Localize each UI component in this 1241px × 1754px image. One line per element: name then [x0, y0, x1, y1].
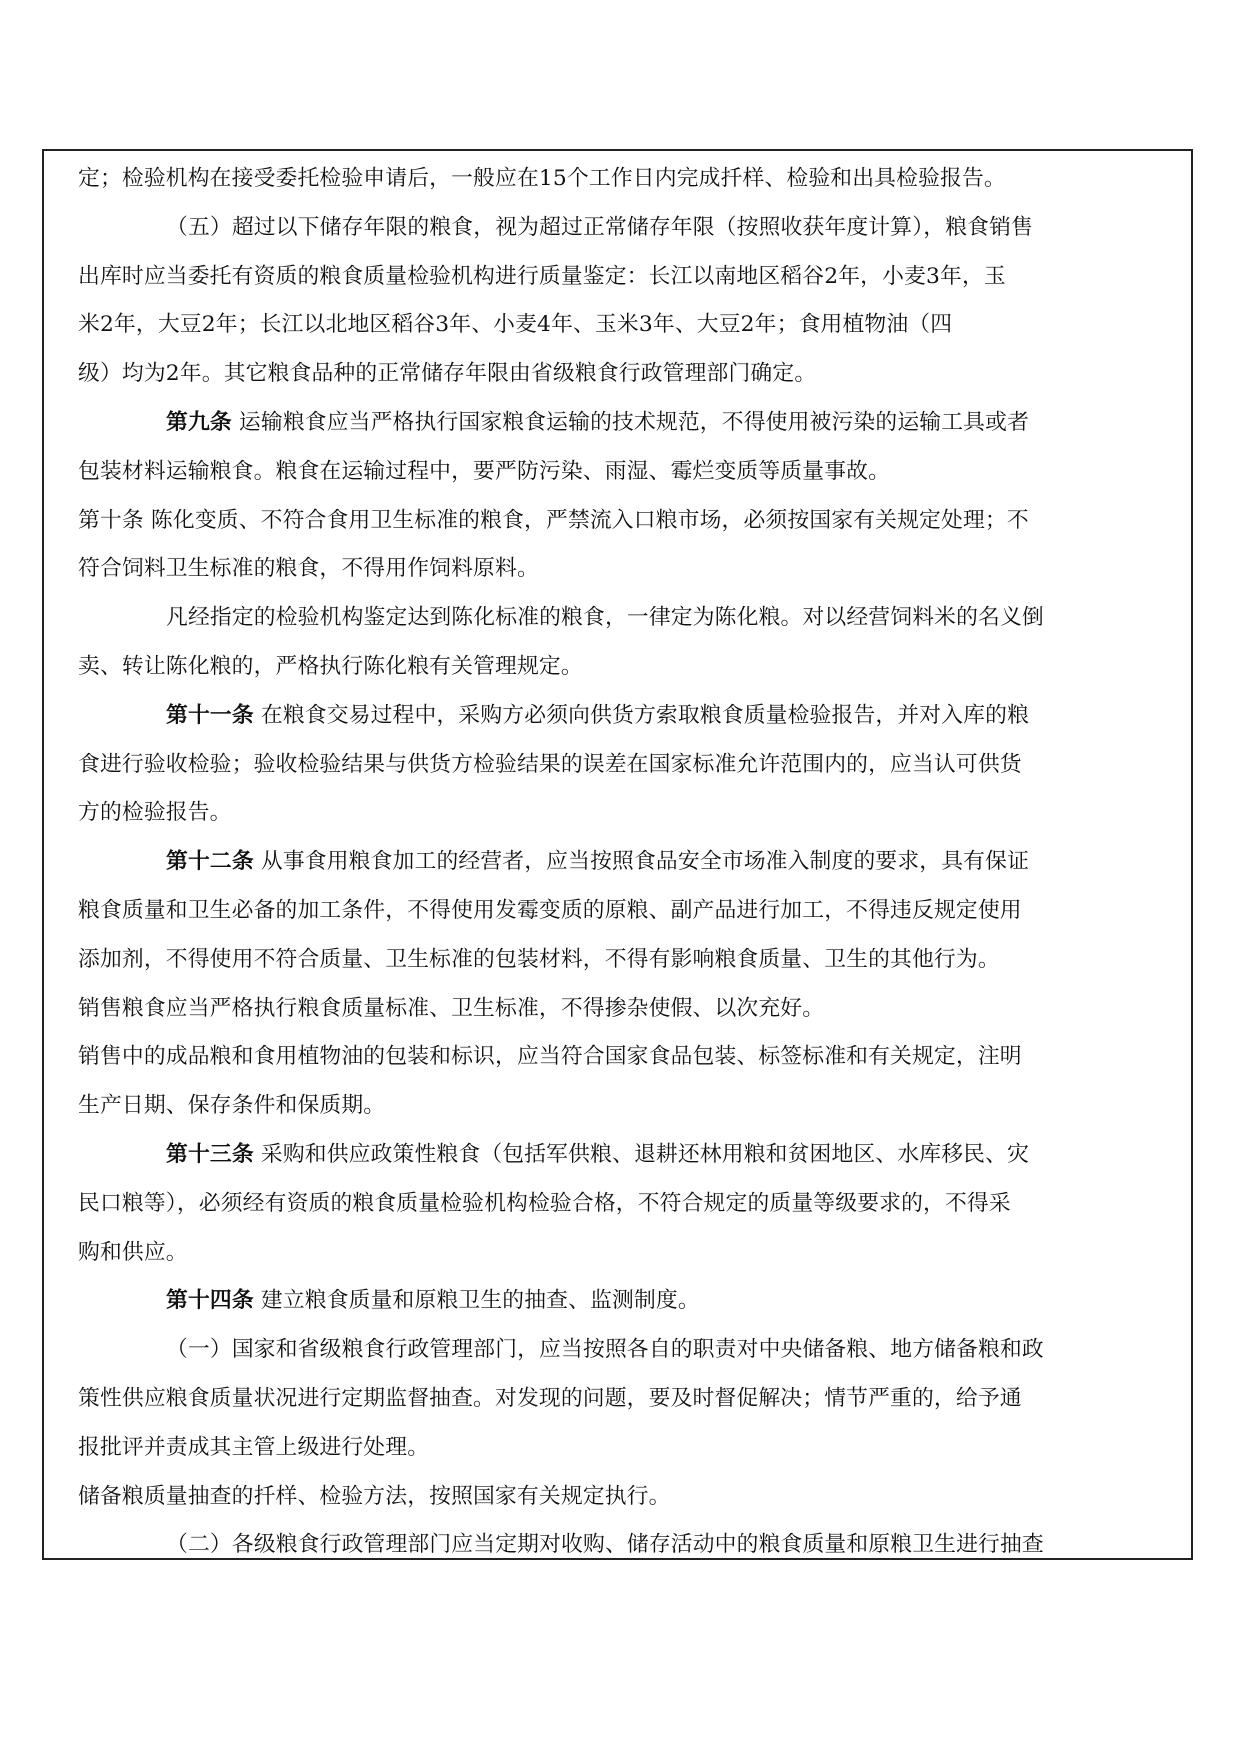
line-text: 出库时应当委托有资质的粮食质量检验机构进行质量鉴定：长江以南地区稻谷2年，小麦3年，玉	[78, 263, 1006, 289]
text-line	[78, 1424, 1178, 1473]
text-line	[78, 1326, 1178, 1375]
text-line	[78, 448, 1178, 497]
line-text: 粮食质量和卫生必备的加工条件，不得使用发霉变质的原粮、副产品进行加工，不得违反规定使用	[78, 897, 1022, 923]
line-text: 建立粮食质量和原粮卫生的抽查、监测制度。	[253, 1288, 700, 1314]
line-text: 策性供应粮食质量状况进行定期监督抽查。对发现的问题，要及时督促解决；情节严重的，给予通	[78, 1385, 1022, 1411]
text-line	[78, 887, 1178, 936]
text-line	[78, 497, 1178, 546]
line-text: 卖、转让陈化粮的，严格执行陈化粮有关管理规定。	[78, 653, 583, 679]
text-line	[78, 1375, 1178, 1424]
text-line	[78, 1082, 1178, 1131]
text-line	[78, 985, 1178, 1034]
text-line	[78, 204, 1178, 253]
line-text: 民口粮等），必须经有资质的粮食质量检验机构检验合格，不符合规定的质量等级要求的，不得采	[78, 1190, 1011, 1216]
line-text: 定；检验机构在接受委托检验申请后，一般应在15个工作日内完成扦样、检验和出具检验报告。	[78, 166, 1006, 191]
article-heading: 第十二条	[166, 849, 254, 875]
text-line	[78, 594, 1178, 643]
article-heading: 第九条	[166, 409, 232, 435]
article-heading: 第十三条	[166, 1141, 254, 1167]
text-line	[78, 1277, 1178, 1326]
document-frame	[42, 149, 1193, 1560]
line-text: 级）均为2年。其它粮食品种的正常储存年限由省级粮食行政管理部门确定。	[78, 361, 817, 387]
text-line	[78, 1131, 1178, 1180]
text-line	[78, 789, 1178, 838]
text-line	[78, 692, 1178, 741]
text-line	[78, 350, 1178, 399]
line-text: 符合饲料卫生标准的粮食，不得用作饲料原料。	[78, 556, 539, 582]
text-line	[78, 741, 1178, 790]
text-line	[78, 301, 1178, 350]
line-text: 储备粮质量抽查的扦样、检验方法，按照国家有关规定执行。	[78, 1483, 671, 1509]
text-line	[78, 1521, 1178, 1570]
line-text: 采购和供应政策性粮食（包括军供粮、退耕还林用粮和贫困地区、水库移民、灾	[253, 1141, 1030, 1167]
article-heading: 第十一条	[166, 702, 254, 728]
document-body	[78, 155, 1178, 1570]
text-line	[78, 1033, 1178, 1082]
text-line	[78, 1180, 1178, 1229]
text-line	[78, 545, 1178, 594]
text-line	[78, 399, 1178, 448]
line-text: （五）超过以下储存年限的粮食，视为超过正常储存年限（按照收获年度计算），粮食销售	[166, 214, 1033, 240]
line-text: 方的检验报告。	[78, 800, 232, 826]
line-text: 销售粮食应当严格执行粮食质量标准、卫生标准，不得掺杂使假、以次充好。	[78, 995, 825, 1021]
text-line	[78, 1473, 1178, 1522]
line-text: 食进行验收检验；验收检验结果与供货方检验结果的误差在国家标准允许范围内的，应当认可供货	[78, 751, 1022, 777]
line-text: 运输粮食应当严格执行国家粮食运输的技术规范，不得使用被污染的运输工具或者	[231, 409, 1030, 435]
line-text: （一）国家和省级粮食行政管理部门，应当按照各自的职责对中央储备粮、地方储备粮和政	[166, 1337, 1044, 1363]
line-text: 生产日期、保存条件和保质期。	[78, 1093, 386, 1119]
text-line	[78, 838, 1178, 887]
line-text: 第十条 陈化变质、不符合食用卫生标准的粮食，严禁流入口粮市场，必须按国家有关规定处理；不	[78, 507, 1029, 533]
line-text: 米2年，大豆2年；长江以北地区稻谷3年、小麦4年、玉米3年、大豆2年；食用植物油（四	[78, 312, 953, 338]
line-text: （二）各级粮食行政管理部门应当定期对收购、储存活动中的粮食质量和原粮卫生进行抽查	[166, 1532, 1044, 1558]
line-text: 添加剂，不得使用不符合质量、卫生标准的包装材料，不得有影响粮食质量、卫生的其他行为。	[78, 946, 1000, 972]
text-line	[78, 1229, 1178, 1278]
article-heading: 第十四条	[166, 1288, 254, 1314]
text-line	[78, 643, 1178, 692]
line-text: 购和供应。	[78, 1239, 188, 1265]
text-line	[78, 155, 1178, 204]
text-line	[78, 253, 1178, 302]
line-text: 包装材料运输粮食。粮食在运输过程中，要严防污染、雨湿、霉烂变质等质量事故。	[78, 458, 891, 484]
line-text: 从事食用粮食加工的经营者，应当按照食品安全市场准入制度的要求，具有保证	[253, 849, 1030, 875]
line-text: 在粮食交易过程中，采购方必须向供货方索取粮食质量检验报告，并对入库的粮	[253, 702, 1030, 728]
line-text: 报批评并责成其主管上级进行处理。	[78, 1434, 430, 1460]
line-text: 销售中的成品粮和食用植物油的包装和标识，应当符合国家食品包装、标签标准和有关规定，注明	[78, 1044, 1022, 1070]
line-text: 凡经指定的检验机构鉴定达到陈化标准的粮食，一律定为陈化粮。对以经营饲料米的名义倒	[166, 605, 1044, 631]
text-line	[78, 936, 1178, 985]
